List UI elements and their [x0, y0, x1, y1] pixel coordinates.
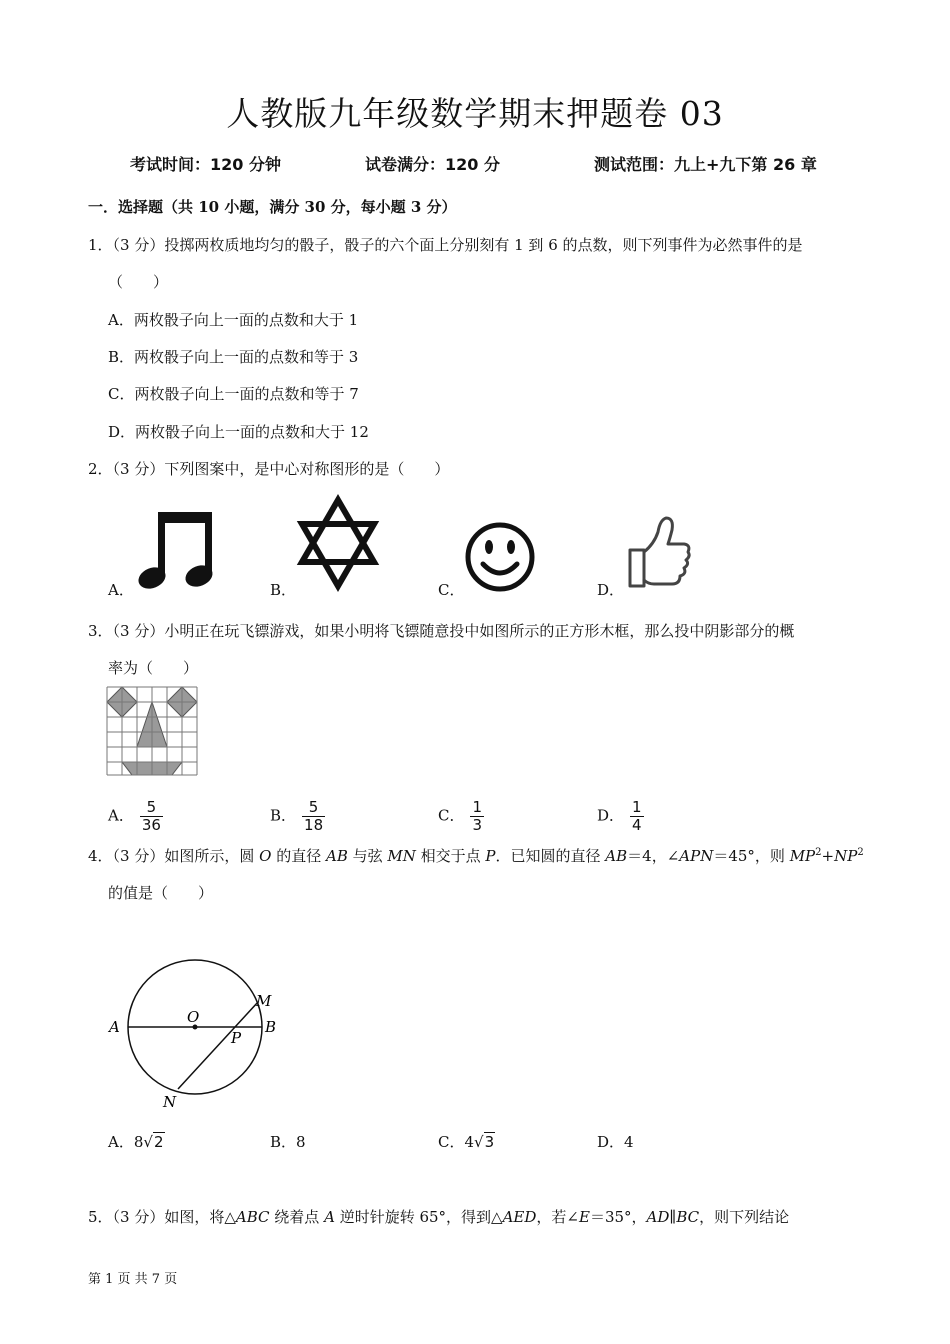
q4-option-d: [597, 1131, 634, 1152]
dartboard-grid-figure: [106, 686, 200, 778]
q4-label-b: B．: [270, 1133, 297, 1151]
q4-option-c: [438, 1131, 495, 1152]
q4-value-d: 4: [624, 1133, 634, 1151]
q5-text-b: 绕着点: [269, 1208, 325, 1226]
q1-stem: 1．（3 分）投掷两枚质地均匀的骰子，骰子的六个面上分别刻有 1 到 6 的点数，则下列事件为必然事件的是: [88, 236, 803, 254]
q4-coef-a: 8: [133, 1133, 144, 1151]
q3-fraction-d-den: 4: [632, 816, 642, 834]
q4-rad-c: 3: [484, 1133, 495, 1151]
q2-label-a: A．: [108, 581, 134, 599]
q3-fraction-c: [470, 799, 484, 834]
q3-option-b: [270, 799, 325, 834]
label-b: B: [265, 1018, 277, 1036]
q4-text-c: 与弦: [347, 847, 388, 865]
q5-stem: [88, 1206, 789, 1227]
q4-text-f: ＝4，∠: [627, 847, 680, 865]
label-p: P: [231, 1029, 242, 1047]
q4-stem: [88, 845, 864, 866]
q1-option-b: B．两枚骰子向上一面的点数和等于 3: [108, 348, 359, 366]
q5-var-a: A: [324, 1208, 335, 1226]
label-m: M: [256, 992, 272, 1010]
q3-label-a: A．: [108, 806, 134, 825]
q3-label-c: C．: [438, 806, 465, 825]
q3-fraction-b-den: 18: [304, 816, 324, 834]
q4-var-ab: AB: [325, 847, 348, 865]
q4-coef-c: 4: [464, 1133, 475, 1151]
q3-fraction-b: [302, 799, 325, 834]
q5-text-d: ，若∠: [536, 1208, 579, 1226]
q3-fraction-d-num: 1: [632, 798, 642, 816]
exam-time: 考试时间：120 分钟: [130, 155, 281, 174]
q4-stem-cont: 的值是（ ）: [108, 884, 214, 902]
q5-text-a: 5．（3 分）如图，将△: [88, 1208, 236, 1226]
label-a: A: [109, 1018, 120, 1036]
exam-score: 试卷满分：120 分: [365, 155, 500, 174]
q5-text-f: ，则下列结论: [699, 1208, 790, 1226]
q1-bracket: （ ）: [108, 273, 169, 291]
q3-fraction-c-num: 1: [472, 798, 483, 816]
q4-var-o: O: [259, 847, 272, 865]
q4-value-b: 8: [296, 1133, 306, 1151]
q3-fraction-d: [630, 799, 644, 834]
q5-text-c: 逆时针旋转 65°，得到△: [334, 1208, 503, 1226]
q4-plus: +: [821, 847, 835, 865]
circle-diagram-figure: [100, 950, 290, 1115]
q3-label-b: B．: [270, 806, 297, 825]
q5-var-bc: BC: [676, 1208, 700, 1226]
q3-fraction-a: [140, 799, 163, 834]
q4-var-mn: MN: [387, 847, 416, 865]
section-heading: 一．选择题（共 10 小题，满分 30 分，每小题 3 分）: [88, 198, 457, 216]
q4-option-a: [108, 1131, 165, 1152]
q3-option-c: [438, 799, 484, 834]
hexagram-icon: [296, 494, 380, 592]
sqrt-icon: √: [474, 1133, 484, 1151]
q3-stem-cont: 率为（ ）: [108, 659, 199, 677]
q4-option-b: [270, 1131, 306, 1152]
q4-sup-1: 2: [815, 847, 822, 858]
sqrt-icon: √: [143, 1133, 153, 1151]
q3-stem: 3．（3 分）小明正在玩飞镖游戏，如果小明将飞镖随意投中如图所示的正方形木框，那么投中阴影部分的概: [88, 622, 795, 640]
q5-text-e: ＝35°，: [589, 1208, 647, 1226]
smiley-face-icon: [462, 520, 538, 594]
q4-var-ab2: AB: [605, 847, 628, 865]
q2-label-b: B．: [270, 581, 297, 599]
label-o: O: [187, 1008, 200, 1026]
q2-label-c: C．: [438, 581, 465, 599]
q3-fraction-c-den: 3: [472, 816, 483, 834]
q3-option-a: [108, 799, 163, 834]
q1-option-d: D．两枚骰子向上一面的点数和大于 12: [108, 423, 369, 441]
page-footer: 第 1 页 共 7 页: [88, 1272, 178, 1287]
q4-var-np: NP: [834, 847, 858, 865]
q5-var-ad: AD: [646, 1208, 670, 1226]
label-n: N: [163, 1093, 177, 1111]
q3-fraction-a-den: 36: [141, 816, 161, 834]
q5-var-aed: AED: [502, 1208, 537, 1226]
q3-fraction-b-num: 5: [302, 799, 325, 817]
thumbs-up-icon: [624, 514, 694, 590]
q2-stem: 2．（3 分）下列图案中，是中心对称图形的是（ ）: [88, 460, 450, 478]
q4-var-p: P: [485, 847, 496, 865]
q4-text-d: 相交于点: [415, 847, 486, 865]
q4-text-b: 的直径: [271, 847, 326, 865]
q4-rad-a: 2: [153, 1133, 164, 1151]
exam-range: 测试范围：九上+九下第 26 章: [594, 155, 817, 174]
q3-label-d: D．: [597, 806, 625, 825]
music-note-icon: [134, 506, 218, 592]
q4-var-apn: APN: [679, 847, 714, 865]
q4-text-g: ＝45°，则: [713, 847, 790, 865]
q4-text-e: ．已知圆的直径: [495, 847, 606, 865]
q5-var-abc: ABC: [235, 1208, 270, 1226]
q1-option-a: A．两枚骰子向上一面的点数和大于 1: [108, 311, 359, 329]
q4-sup-2: 2: [857, 847, 864, 858]
page-title: 人教版九年级数学期末押题卷 03: [226, 94, 724, 133]
q3-option-d: [597, 799, 644, 834]
q4-text-a: 4．（3 分）如图所示，圆: [88, 847, 260, 865]
q4-label-c: C．: [438, 1133, 465, 1151]
q4-var-mp: MP: [789, 847, 816, 865]
q5-var-e: E: [578, 1208, 590, 1226]
q4-label-d: D．: [597, 1133, 625, 1151]
q5-parallel: ∥: [669, 1208, 677, 1226]
q3-fraction-a-num: 5: [140, 799, 163, 817]
q2-label-d: D．: [597, 581, 625, 599]
q1-option-c: C．两枚骰子向上一面的点数和等于 7: [108, 385, 359, 403]
q4-label-a: A．: [108, 1133, 134, 1151]
